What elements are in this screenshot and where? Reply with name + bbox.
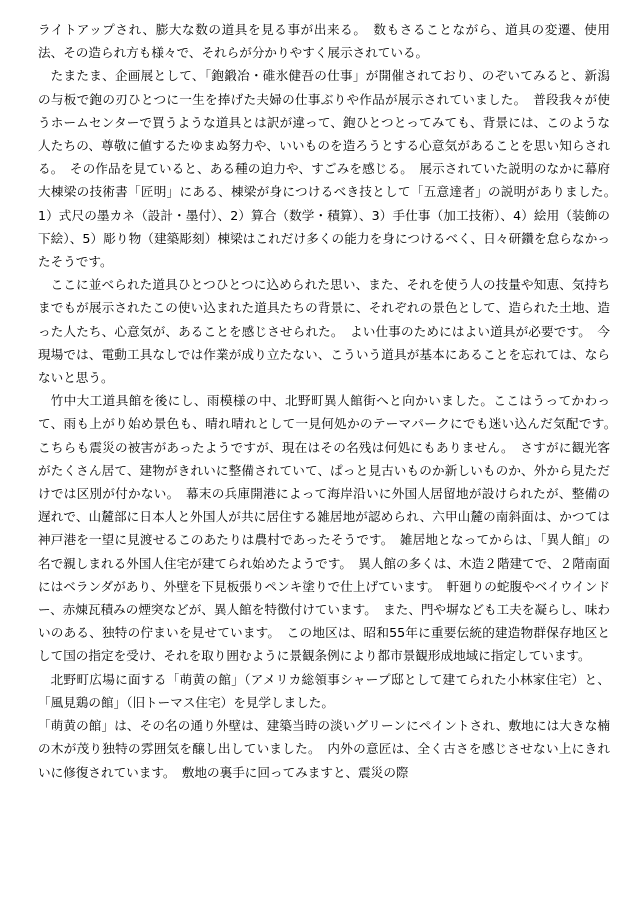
paragraph-1: ライトアップされ、膨大な数の道具を見る事が出来る。 数もさることながら、道具の変遷、使用法、その造られ方も様々で、それらが分かりやすく展示されている。 [38, 22, 610, 61]
paragraph-6: 「萌黄の館」は、その名の通り外壁は、建築当時の淡いグリーンにペイントされ、敷地には大きな楠の木が茂り独特の雰囲気を醸し出していました。 内外の意匠は、全く古さを感じさせない上にきれいに修復されています。 敷地の裏手に回ってみますと、震災の際 [38, 718, 610, 780]
paragraph-5: 北野町広場に面する「萌黄の館」（アメリカ総領事シャープ邸として建てられた小林家住宅）と、「風見鶏の館」（旧トーマス住宅）を見学しました。 [38, 671, 610, 710]
document-page [38, 18, 623, 784]
paragraph-4: 竹中大工道具館を後にし、雨模様の中、北野町異人館街へと向かいました。ここはうってかわって、雨も上がり始め景色も、晴れ晴れとして一見何処かのテーマパークにでも迷い込んだ気配です。 こちらも震災の被害があったようですが、現在はその名残は何処にもありません。 さすがに観光客がたくさん居て、建物がきれいに整備されていて、ぱっと見古いものか新しいものか、外から見ただけでは区別が付かない。 幕末の兵庫開港によって海岸沿いに外国人居留地が設けられたが、整備の遅れで、山麓部に日本人と外国人が共に居住する雑居地が認められ、六甲山麓の南斜面は、かつては神戸港を一望に見渡せるこのあたりは農村であったそうです。 雑居地となってからは、「異人館」の名で親しまれる外国人住宅が建てられ始めたようです。 異人館の多くは、木造２階建てで、２階南面にはベランダがあり、外壁を下見板張りペンキ塗りで仕上げています。 軒廻りの蛇腹やベイウインドー、赤煉瓦積みの煙突などが、異人館を特徴付けています。 また、門や塀なども工夫を凝らし、味わいのある、独特の佇まいを見せています。 この地区は、昭和55年に重要伝統的建造物群保存地区として国の指定を受け、それを取り囲むように景観条例により都市景観形成地域に指定しています。 [38, 393, 623, 664]
paragraph-2: たまたま、企画展として、「鉋鍛冶・碓氷健吾の仕事」が開催されており、のぞいてみると、新潟の与板で鉋の刃ひとつに一生を捧げた夫婦の仕事ぶりや作品が展示されていました。 普段我々が使うホームセンターで買うような道具とは訳が違って、鉋ひとつとってみても、背景には、このような人たちの、尊敬に値するたゆまぬ努力や、いいものを造ろうとする心意気があることを思い知らされる。 その作品を見ていると、ある種の迫力や、すごみを感じる。 展示されていた説明のなかに幕府大棟梁の技術書「匠明」にある、棟梁が身につけるべき技として「五意達者」の説明がありました。 1）式尺の墨カネ（設計・墨付）、2）算合（数学・積算）、3）手仕事（加工技術）、4）絵用（装飾の下絵）、5）彫り物（建築彫刻）棟梁はこれだけ多くの能力を身につけるべく、日々研鑽を怠らなかったそうです。 [38, 68, 623, 270]
paragraph-3: ここに並べられた道具ひとつひとつに込められた思い、また、それを使う人の技量や知恵、気持ちまでもが展示されたこの使い込まれた道具たちの背景に、それぞれの景色として、造られた土地、造った人たち、心意気が、あることを感じさせられた。 よい仕事のためにはよい道具が必要です。 今現場では、電動工具なしでは作業が成り立たない、こういう道具が基本にあることを忘れては、ならないと思う。 [38, 277, 610, 386]
